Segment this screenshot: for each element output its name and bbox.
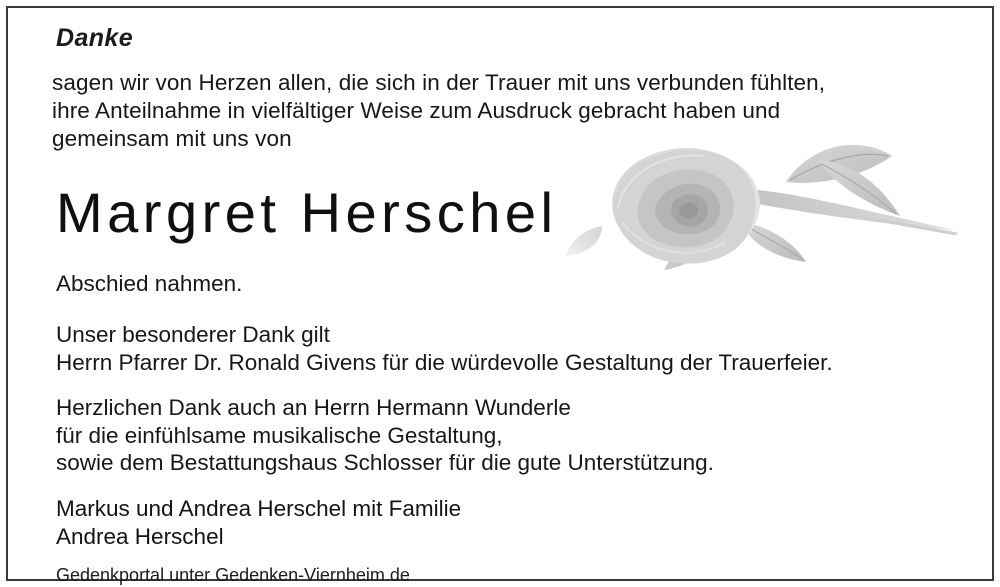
signer-line-1: Markus und Andrea Herschel mit Familie: [56, 495, 462, 521]
intro-paragraph: [52, 69, 948, 153]
signers: [56, 495, 948, 551]
deceased-name: Margret Herschel: [56, 181, 558, 244]
thanks-secondary-line-2: für die einfühlsame musikalische Gestaltung,: [56, 422, 503, 448]
thanks-primary-line-1: Unser besonderer Dank gilt: [56, 322, 330, 347]
intro-line-1: sagen wir von Herzen allen, die sich in der Trauer mit uns verbunden fühlten,: [52, 70, 826, 95]
thanks-primary: [56, 321, 948, 376]
page-title: Danke: [56, 24, 134, 52]
thanks-primary-line-2: Herrn Pfarrer Dr. Ronald Givens für die würdevolle Gestaltung der Trauerfeier.: [56, 349, 833, 375]
signer-line-2: Andrea Herschel: [56, 523, 224, 549]
intro-line-2: ihre Anteilnahme in vielfältiger Weise zum Ausdruck gebracht haben und: [52, 98, 781, 123]
thanks-secondary-line-1: Herzlichen Dank auch an Herrn Hermann Wunderle: [56, 395, 571, 420]
thanks-secondary-line-3: sowie dem Bestattungshaus Schlosser für die gute Unterstützung.: [56, 450, 714, 475]
farewell-text: Abschied nahmen.: [56, 271, 243, 296]
intro-line-3: gemeinsam mit uns von: [52, 126, 292, 151]
thanks-secondary: [56, 394, 948, 477]
memorial-portal-note: Gedenkportal unter Gedenken-Viernheim.de: [56, 564, 410, 585]
